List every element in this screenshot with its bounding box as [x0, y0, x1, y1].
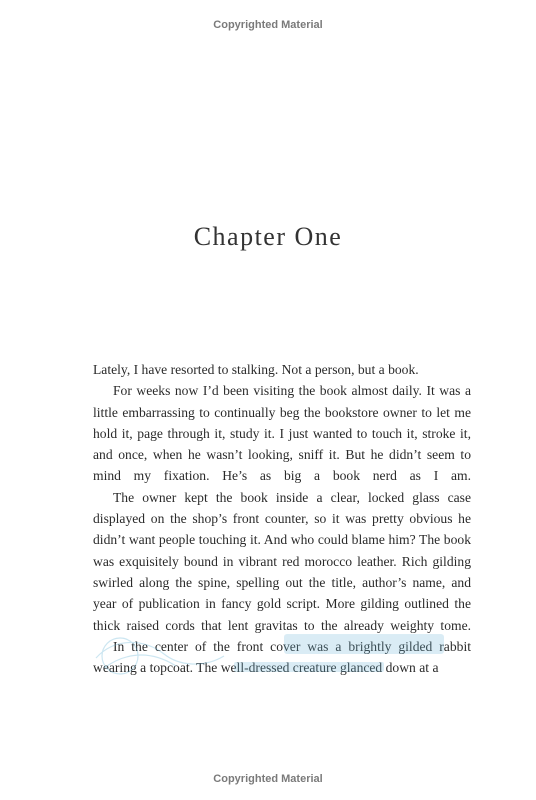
copyright-banner-bottom: Copyrighted Material	[213, 773, 323, 785]
copyright-banner-top: Copyrighted Material	[213, 19, 323, 31]
paragraph-2: For weeks now I’d been visiting the book almost daily. It was a little embarrassing to continually beg the bookstore owner to let me hold it, page through it, study it. I just wanted to touch it, stroke it, and once, when he wasn’t looking, sniff it. But he didn’t seem to mind my fixation. He’s as big a book nerd as I am.	[93, 383, 471, 484]
chapter-body	[93, 359, 471, 678]
chapter-title: Chapter One	[193, 222, 343, 251]
paragraph-1: Lately, I have resorted to stalking. Not a person, but a book.	[93, 362, 419, 377]
paragraph-4: In the center of the front cover was a brightly gilded rabbit wearing a topcoat. The well-dressed creature glanced down at a	[93, 638, 471, 676]
paragraph-3: The owner kept the book inside a clear, locked glass case displayed on the shop’s front counter, so it was pretty obvious he didn’t want people touching it. And who could blame him? The book was exquisitely bound in vibrant red morocco leather. Rich gilding swirled along the spine, spelling out the title, author’s name, and year of publication in fancy gold script. More gilding outlined the thick raised cords that lent gravitas to the already weighty tome.	[93, 489, 471, 633]
